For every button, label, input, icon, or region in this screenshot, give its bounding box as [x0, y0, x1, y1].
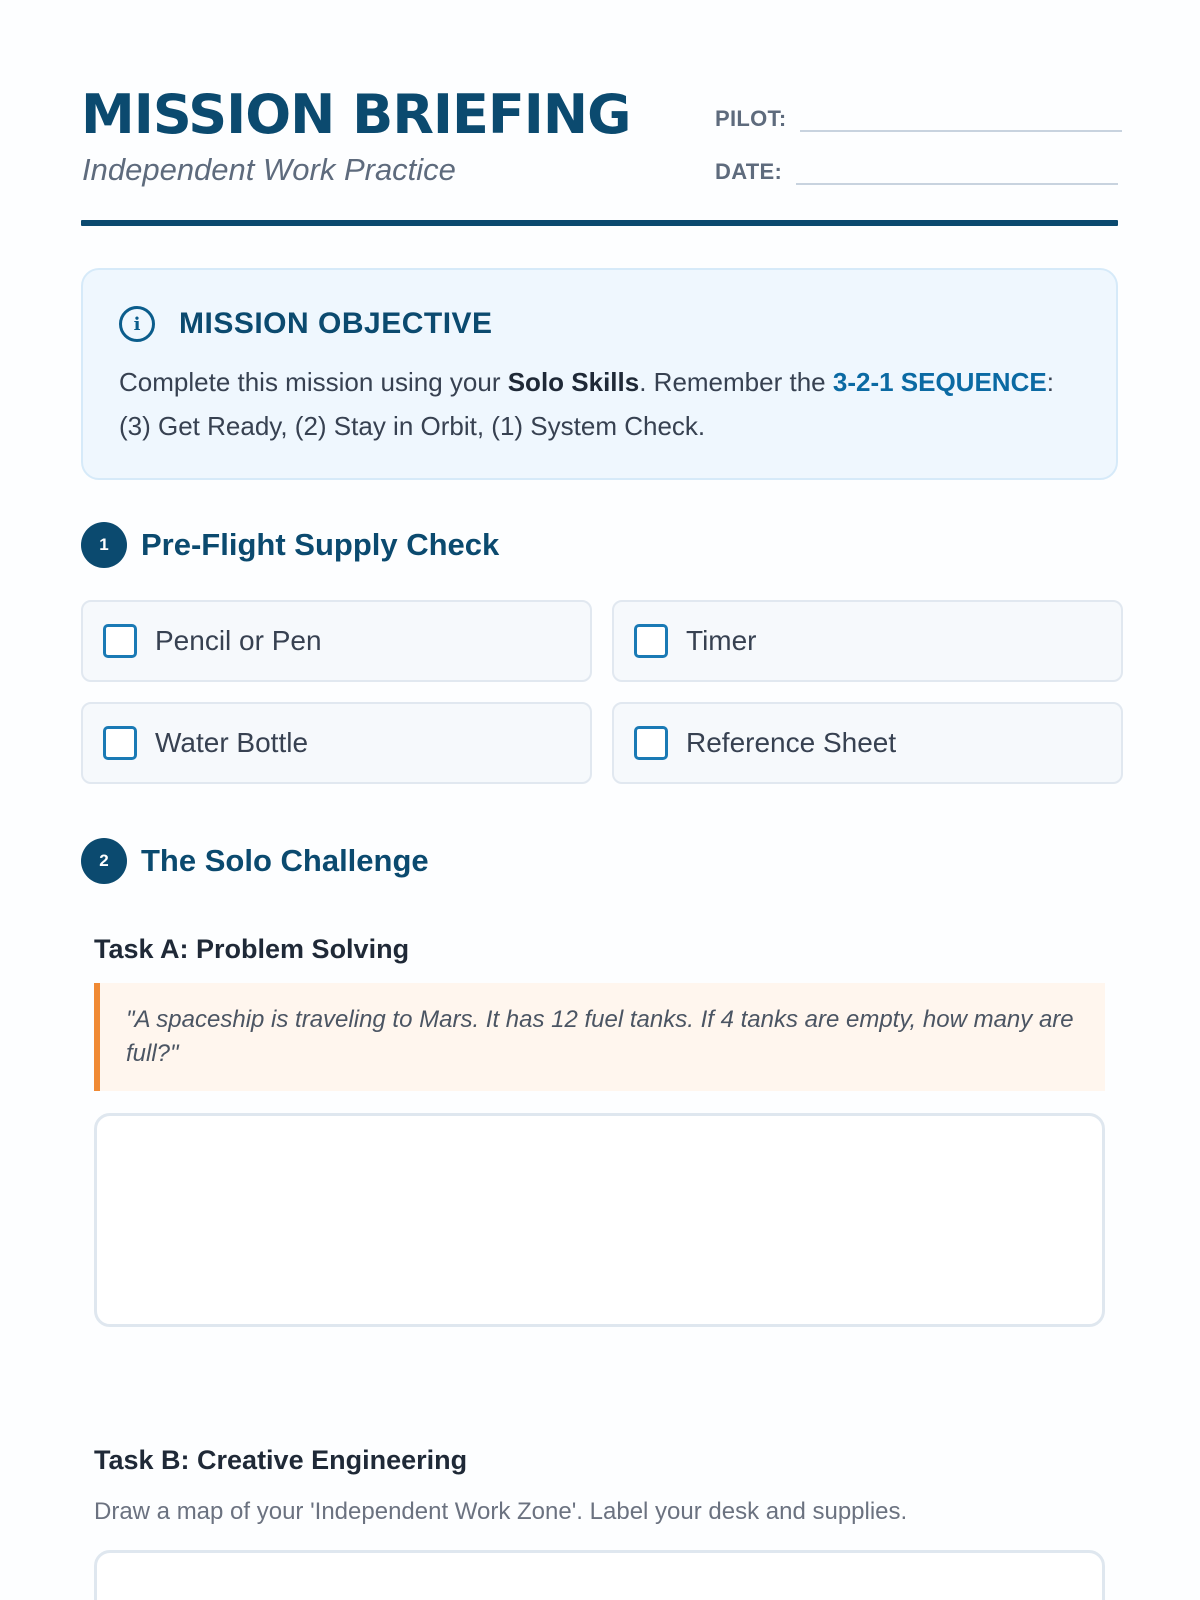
- supply-item-reference-sheet[interactable]: [612, 702, 1123, 784]
- pilot-label: PILOT:: [715, 106, 787, 131]
- info-icon: i: [119, 306, 155, 342]
- page-title: MISSION BRIEFING: [81, 83, 631, 146]
- solo-skills-emphasis: Solo Skills: [507, 367, 640, 397]
- date-input-line[interactable]: [796, 155, 1118, 185]
- section-number-badge: 1: [81, 522, 127, 568]
- checkbox[interactable]: [103, 624, 137, 658]
- checkbox[interactable]: [103, 726, 137, 760]
- section-title: Pre-Flight Supply Check: [141, 527, 500, 562]
- task-a-title: Task A: Problem Solving: [94, 934, 410, 964]
- date-label: DATE:: [715, 159, 783, 184]
- header-divider: [81, 220, 1118, 226]
- supply-label: Timer: [686, 625, 757, 656]
- objective-title: MISSION OBJECTIVE: [179, 307, 493, 340]
- checkbox[interactable]: [634, 624, 668, 658]
- supply-label: Reference Sheet: [686, 727, 897, 758]
- supply-item-water-bottle[interactable]: [81, 702, 592, 784]
- supply-checklist: [81, 600, 1118, 784]
- section-2-header: [81, 838, 1118, 884]
- sequence-highlight: 3-2-1 SEQUENCE: [832, 367, 1047, 397]
- pilot-input-line[interactable]: [800, 102, 1122, 132]
- page-subtitle: Independent Work Practice: [82, 152, 456, 187]
- objective-text-part: : (3) Get Ready, (2) Stay in Orbit, (1) System Check.: [119, 367, 1054, 441]
- mission-objective-box: [81, 268, 1118, 480]
- task-b: [81, 1445, 1118, 1600]
- checkbox[interactable]: [634, 726, 668, 760]
- task-b-drawing-box[interactable]: [94, 1550, 1105, 1600]
- section-number-badge: 2: [81, 838, 127, 884]
- objective-text-part: Complete this mission using your: [119, 367, 508, 397]
- date-field: [715, 155, 1118, 185]
- section-title: The Solo Challenge: [141, 843, 429, 878]
- header: [81, 0, 1118, 232]
- pilot-field: [715, 102, 1122, 132]
- supply-item-pencil[interactable]: [81, 600, 592, 682]
- task-b-title: Task B: Creative Engineering: [94, 1445, 468, 1475]
- objective-text-part: . Remember the: [639, 367, 833, 397]
- supply-item-timer[interactable]: [612, 600, 1123, 682]
- objective-text: [119, 360, 1080, 448]
- section-1-header: [81, 522, 1118, 568]
- task-a-prompt: "A spaceship is traveling to Mars. It has 12 fuel tanks. If 4 tanks are empty, how many are full?": [94, 983, 1105, 1091]
- objective-header: [119, 306, 1080, 342]
- supply-label: Water Bottle: [155, 727, 309, 758]
- task-a: [81, 934, 1118, 1327]
- supply-label: Pencil or Pen: [155, 625, 322, 656]
- task-a-answer-box[interactable]: [94, 1113, 1105, 1327]
- task-b-description: Draw a map of your 'Independent Work Zone'. Label your desk and supplies.: [94, 1498, 908, 1525]
